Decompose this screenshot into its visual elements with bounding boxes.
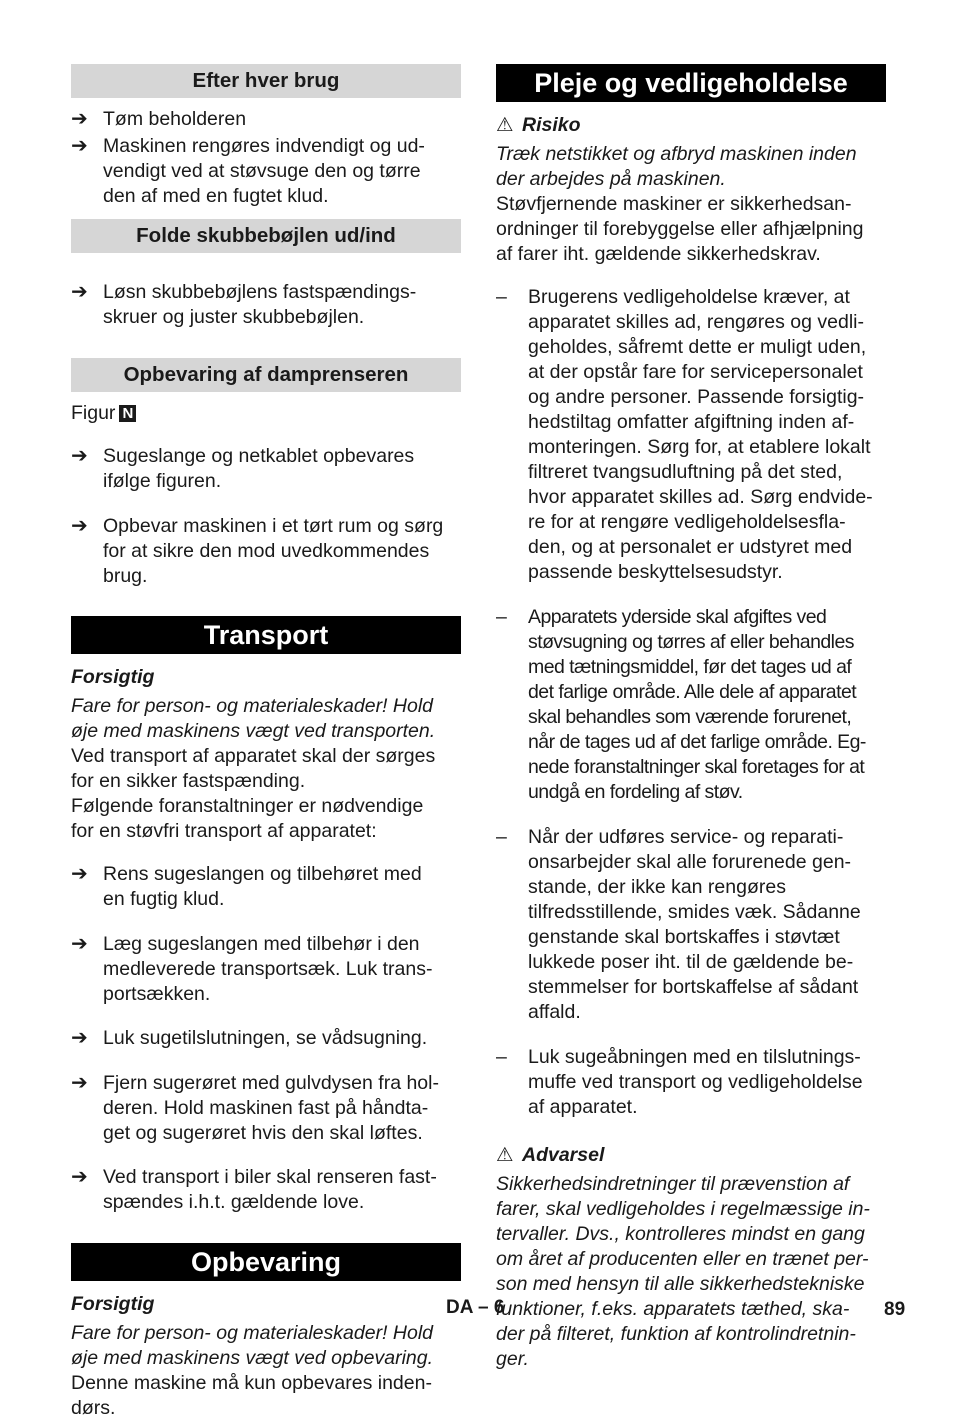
caution-title: Forsigtig (71, 666, 155, 688)
arrow-icon: ➔ (71, 514, 88, 537)
arrow-icon: ➔ (71, 1071, 88, 1094)
list-item: ➔ Sugeslange og netkablet opbevares ifølge figuren. (71, 445, 415, 492)
caution-text: Fare for person- og materialeskader! Hold øje med maskinens vægt ved transporten. (71, 695, 436, 742)
section-heading-push-handle: Folde skubbebøjlen ud/ind (71, 219, 461, 253)
list-item: ➔ Opbevar maskinen i et tørt rum og sørg for at sikre den mod uvedkommendes brug. (71, 514, 444, 587)
arrow-icon: ➔ (71, 863, 88, 885)
push-handle-list (71, 262, 461, 350)
list-item: – Luk sugeåbningen med en tilslutnings- muffe ved transport og vedligeholdelse af apparatet. (496, 1046, 863, 1118)
arrow-icon: ➔ (71, 1027, 88, 1049)
maintenance-text-1: Støvfjernende maskiner er sikkerhedsan- ordninger til forebyggelse eller afhjælpning af farer iht. gældende sikkerhedskrav. (496, 193, 864, 265)
section-heading-transport: Transport (71, 616, 461, 654)
storage-text: Denne maskine må kun opbevares inden- dørs. (71, 1371, 432, 1419)
list-item: ➔ Rens sugeslangen og tilbehøret med en fugtig klud. (71, 863, 422, 910)
list-item: – Apparatets yderside skal afgiftes ved støvsugning og tørres af eller behandles med tætningsmiddel, før det tages ud af det farlige område. Alle dele af apparatet skal behandles som værende forurenet, når de tages ud af det farlige område. Eg- nede foranstaltninger skal foretages for at undgå en fordeling af støv. (496, 606, 866, 803)
section-heading-after-use: Efter hver brug (71, 64, 461, 98)
maintenance-list (496, 267, 886, 1138)
list-item: ➔ Tøm beholderen (71, 108, 247, 130)
section-heading-storage: Opbevaring (71, 1243, 461, 1281)
caution-text: Fare for person- og materialeskader! Hold øje med maskinens vægt ved opbevaring. (71, 1321, 434, 1369)
list-item: – Brugerens vedligeholdelse kræver, at apparatet skilles ad, rengøres og vedli- geholdes, såfremt dette er muligt uden, at der opstår fare for servicepersonalet og andre personer. Passende forsigtig- hedstiltag omfatter afgiftning inden af- monteringen. Sørg for, at etablere lokalt filtreret tvangsudluftning på det sted, hvor apparatet skilles ad. Sørg endvide- re for at rengøre vedligeholdelsesfla- den, og at personalet er udstyret med passende beskyttelsesudstyr. (496, 286, 873, 583)
transport-list (71, 844, 461, 1235)
arrow-icon: ➔ (71, 1166, 88, 1188)
page-number: 89 (884, 1299, 906, 1320)
figure-label-box: N (119, 405, 136, 422)
caution-title: Forsigtig (71, 1292, 155, 1315)
right-column (496, 64, 886, 1372)
after-use-list (71, 107, 461, 209)
warning-triangle-icon: ⚠ (496, 114, 514, 136)
list-item: ➔ Løsn skubbebøjlens fastspændings- skruer og juster skubbebøjlen. (71, 280, 417, 328)
transport-text-2: Følgende foranstaltninger er nødvendige for en støvfri transport af apparatet: (71, 795, 424, 842)
arrow-icon: ➔ (71, 134, 88, 157)
risk-text: Træk netstikket og afbryd maskinen inden der arbejdes på maskinen. (496, 143, 857, 190)
warning-triangle-icon: ⚠ (496, 1144, 514, 1166)
arrow-icon: ➔ (71, 280, 88, 303)
arrow-icon: ➔ (71, 932, 88, 955)
list-item: – Når der udføres service- og reparati- onsarbejder skal alle forurenede gen- stande, der ikke kan rengøres tilfredsstillende, smides væk. Sådanne genstande skal bortskaffes i støvtæt lukkede poser iht. til de gældende be- stemmelser for bortskaffelse af sådant affald. (496, 826, 861, 1023)
warning-title: ⚠ Advarsel (496, 1144, 605, 1166)
arrow-icon: ➔ (71, 108, 88, 130)
section-heading-storage-steam: Opbevaring af damprenseren (71, 358, 461, 392)
left-column (71, 64, 461, 1421)
list-item: ➔ Læg sugeslangen med tilbehør i den medleverede transportsæk. Luk trans- portsækken. (71, 932, 433, 1005)
storage-steam-list (71, 426, 461, 608)
page-footer-section: DA – 6 (446, 1297, 505, 1318)
list-item: ➔ Ved transport i biler skal renseren fast- spændes i.h.t. gældende love. (71, 1166, 437, 1213)
figure-reference: Figur N (71, 401, 461, 426)
section-heading-maintenance: Pleje og vedligeholdelse (496, 64, 886, 102)
list-item: ➔ Fjern sugerøret med gulvdysen fra hol- deren. Hold maskinen fast på håndta- get og sugerøret hvis den skal løftes. (71, 1071, 439, 1144)
list-item: ➔ Luk sugetilslutningen, se vådsugning. (71, 1027, 428, 1049)
arrow-icon: ➔ (71, 445, 88, 467)
risk-title: ⚠ Risiko (496, 114, 581, 136)
warning-text: Sikkerhedsindretninger til prævenstion af farer, skal vedligeholdes i regelmæssige in- tervaller. Dvs., kontrolleres mindst en gang om året af producenten eller en trænet per- son med hensyn til alle sikkerhedstekniske funktioner, f.eks. apparatets tæthed, ska- der på filteret, funktion af kontrolindretnin- ger. (496, 1173, 870, 1370)
list-item: ➔ Maskinen rengøres indvendigt og ud- vendigt ved at støvsuge den og tørre den af med en fugtet klud. (71, 134, 425, 207)
transport-text-1: Ved transport af apparatet skal der sørges for en sikker fastspænding. (71, 745, 436, 792)
